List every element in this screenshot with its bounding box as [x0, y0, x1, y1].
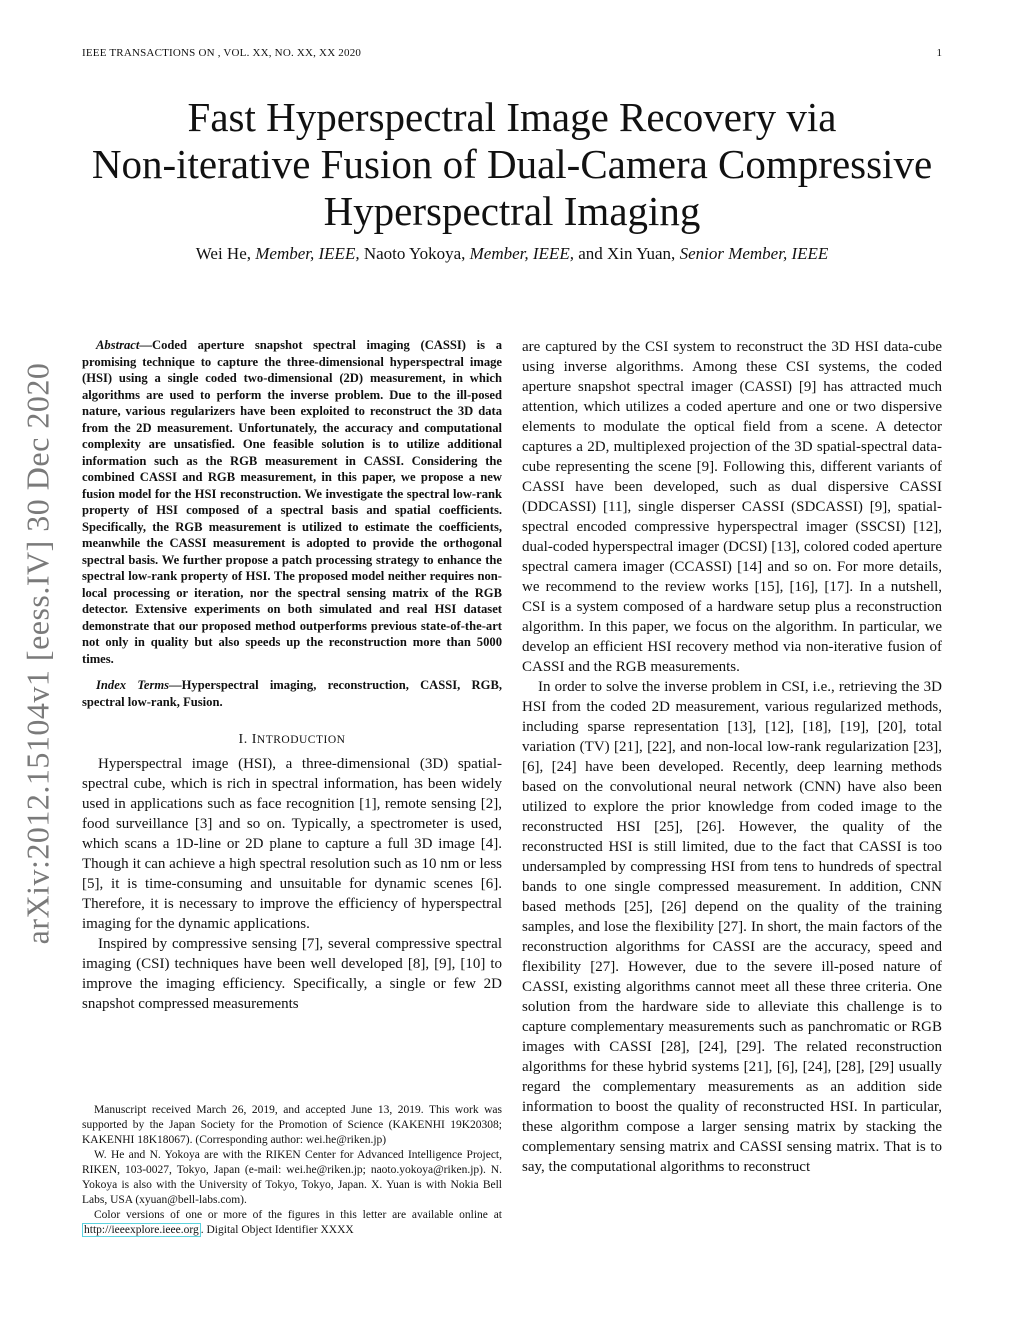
abstract — [82, 337, 502, 667]
right-column — [522, 337, 942, 1177]
footnote-affiliations: W. He and N. Yokoya are with the RIKEN Center for Advanced Intelligence Project, RIKEN, 103-0027, Tokyo, Japan (e-mail: wei.he@riken.jp; naoto.yokoya@riken.jp). N. Yokoya is also with the University of Tokyo, Tokyo, Japan. X. Yuan is with Nokia Bell Labs, USA (xyuan@bell-labs.com). — [82, 1149, 502, 1206]
abstract-label: Abstract — [96, 338, 140, 352]
title-line: Fast Hyperspectral Image Recovery via — [187, 94, 837, 140]
arxiv-identifier: arXiv:2012.15104v1 [eess.IV] 30 Dec 2020 — [19, 362, 56, 945]
footnote-doi: . Digital Object Identifier XXXX — [200, 1224, 354, 1236]
paper-title — [60, 94, 964, 235]
index-terms-text: —Hyperspectral imaging, reconstruction, CASSI, RGB, spectral low-rank, Fusion. — [82, 678, 502, 709]
section-numeral: I. — [238, 732, 248, 747]
intro-paragraph-2: Inspired by compressive sensing [7], several compressive spectral imaging (CSI) techniques have been well developed [8], [9], [10] to improve the imaging efficiency. Specifically, a single or few 2D snapshot compressed measurements — [82, 936, 502, 1012]
section-heading-introduction — [82, 732, 502, 748]
running-header: IEEE TRANSACTIONS ON , VOL. XX, NO. XX, XX 2020 — [82, 47, 362, 59]
footnote-manuscript: Manuscript received March 26, 2019, and accepted June 13, 2019. This work was supported by the Japan Society for the Promotion of Science (KAKENHI 19K20308; KAKENHI 18K18067). (Corresponding author: wei.he@riken.jp) — [82, 1104, 502, 1146]
title-line: Hyperspectral Imaging — [323, 188, 701, 234]
author-name: Wei He, — [195, 244, 251, 263]
author-name: and Xin Yuan, — [578, 244, 676, 263]
index-terms — [82, 677, 502, 710]
right-paragraph-2: In order to solve the inverse problem in CSI, i.e., retrieving the 3D HSI from the coded 2D measurement, various regularized methods, including sparse representation [13], [12], [18], [19], [20], total variation (TV) [21], [22], and non-local low-rank regularization [23], [6], [24] have been developed. Recently, deep learning methods based on the convolutional neural network (CNN) have also been utilized to explore the prior knowledge from coded image to the reconstructed HSI [25], [26]. However, the quality of the reconstructed HSI is still limited, due to the fact that CASSI is too undersampled by compressing HSI from tens to hundreds of spectral bands to one single compressed measurement. In addition, CNN based methods [25], [26] depend on the quality of the training samples, and lose the flexibility [27]. In short, the main factors of the reconstruction algorithms for CASSI are the accuracy, speed and flexibility [27]. However, due to the severe ill-posed nature of CASSI, existing algorithms cannot meet all these three criteria. One solution from the hardware side to alleviate this challenge is to capture complementary measurements such as panchromatic or RGB images with CASSI [28], [24], [29]. The related reconstruction algorithms for these hybrid systems [21], [6], [24], [28], [29] usually regard the complementary measurements as an addition side information to boost the quality of reconstructed HSI. In particular, these algorithm compose a larger sensing matrix by stacking the complementary sensing matrix and CASSI sensing matrix. That is to say, the computational algorithms to reconstruct — [522, 679, 942, 1175]
index-terms-label: Index Terms — [96, 678, 170, 692]
author-list — [60, 244, 964, 264]
footnote-color-versions — [82, 1208, 502, 1238]
ieee-explore-link[interactable]: http://ieeexplore.ieee.org — [84, 1224, 199, 1236]
author-name: Naoto Yokoya, — [363, 244, 466, 263]
left-column — [82, 337, 502, 1014]
footnote — [82, 1103, 502, 1238]
author-affiliation: Member, IEEE, — [469, 244, 574, 263]
intro-paragraph-1: Hyperspectral image (HSI), a three-dimensional (3D) spatial-spectral cube, which is rich in spectral information, has been widely used in applications such as face recognition [1], remote sensing [2], food surveillance [3] and so on. Typically, a spectrometer is used, which scans a 1D-line or 2D plane to capture a full 3D image [4]. Though it can achieve a high spectral resolution such as 10 nm or less [5], it is time-consuming and unsuitable for dynamic scenes [6]. Therefore, it is necessary to improve the efficiency of hyperspectral imaging for the dynamic applications. — [82, 756, 502, 932]
author-affiliation: Senior Member, IEEE — [679, 244, 829, 263]
right-paragraph-1: are captured by the CSI system to reconstruct the 3D HSI data-cube using inverse algorithms. Among these CSI systems, the coded aperture snapshot spectral imager (CASSI) [9] has attracted much attention, which utilizes a coded aperture and one or two dispersive elements to modulate the optical field from a scene. A detector captures a 2D, multiplexed projection of the 3D spatial-spectral data-cube representing the scene [9]. Following this, different variants of CASSI have been developed, such as dual dispersive CASSI (DDCASSI) [11], single disperser CASSI (SDCASSI) [9], spatial-spectral encoded compressive hyperspectral imager (SSCSI) [12], dual-coded hyperspectral imager (DCSI) [13], colored coded aperture spectral camera imager (CCASSI) [14] and so on. For more details, we recommend to the review works [15], [16], [17]. In a nutshell, CSI is a system composed of a hardware setup plus a reconstruction algorithm. In this paper, we focus on the algorithm. In particular, we develop an efficient HSI recovery method via non-iterative fusion of CASSI and the RGB measurements. — [522, 339, 942, 675]
page-number: 1 — [936, 47, 942, 59]
section-first-letter: I — [251, 732, 257, 747]
abstract-text: —Coded aperture snapshot spectral imaging (CASSI) is a promising technique to capture the three-dimensional hyperspectral image (HSI) using a single coded two-dimensional (2D) measurement, in which algorithms are used to perform the inverse problem. Due to the ill-posed nature, various regularizers have been exploited to reconstruct the 3D data from the 2D measurement. Unfortunately, the accuracy and computational complexity are unsatisfied. One feasible solution is to utilize additional information such as the RGB measurement in CASSI. Considering the combined CASSI and RGB measurement, in this paper, we propose a new fusion model for the HSI reconstruction. We investigate the spectral low-rank property of HSI composed of a spectral basis and spatial coefficients. Specifically, the RGB measurement is utilized to estimate the coefficients, meanwhile the CASSI measurement is adopted to provide the orthogonal spectral basis. We further propose a patch processing strategy to enhance the spectral low-rank property of HSI. The proposed model neither requires non-local processing or iteration, nor the spectral sensing matrix of the RGB detector. Extensive experiments on both simulated and real HSI dataset demonstrate that our proposed method outperforms previous state-of-the-art not only in quality but also speeds up the reconstruction more than 5000 times. — [82, 338, 502, 666]
section-title-rest: NTRODUCTION — [256, 734, 346, 746]
title-line: Non-iterative Fusion of Dual-Camera Compressive — [91, 141, 933, 187]
footnote-color-text: Color versions of one or more of the figures in this letter are available online at — [94, 1209, 502, 1221]
author-affiliation: Member, IEEE, — [255, 244, 360, 263]
